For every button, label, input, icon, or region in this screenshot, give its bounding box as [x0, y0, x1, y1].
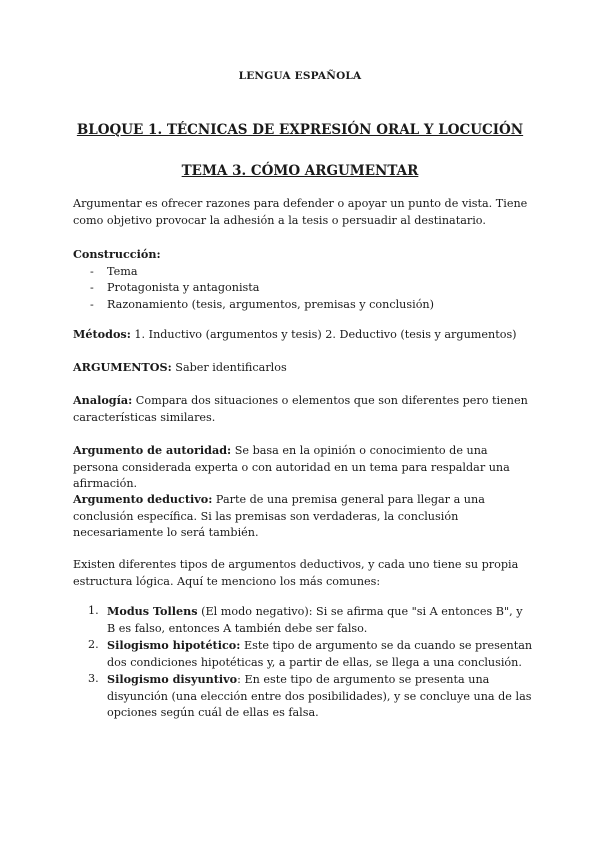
types-intro-paragraph: [73, 557, 533, 590]
construction-section: [73, 246, 533, 313]
item-number: 3.: [88, 672, 99, 685]
topic-title: TEMA 3. CÓMO ARGUMENTAR: [181, 163, 419, 179]
list-item: - Razonamiento (tesis, argumentos, premisas y conclusión): [73, 297, 533, 314]
list-item: 3. Silogismo disyuntivo: En este tipo de argumento se presenta una disyunción (una elección entre dos posibilidades), y se concluye una de las opciones según cuál de ellas es falsa.: [88, 672, 532, 719]
list-item: - Protagonista y antagonista: [73, 280, 533, 297]
deductive-text: Parte de una premisa general para llegar a una conclusión específica. Si las premisas son verdaderas, la conclusión necesariamente lo será también.: [73, 493, 485, 539]
authority-paragraph: [73, 442, 533, 493]
item-number: 1.: [88, 604, 99, 617]
types-intro-text: Existen diferentes tipos de argumentos deductivos, y cada uno tiene su propia estructura lógica. Aquí te menciono los más comunes:: [73, 558, 519, 588]
analogy-text: Compara dos situaciones o elementos que son diferentes pero tienen características similares.: [73, 394, 528, 424]
dash-marker: -: [90, 297, 94, 311]
arguments-paragraph: [73, 359, 533, 377]
methods-paragraph: [73, 326, 533, 344]
types-section: [73, 603, 533, 722]
authority-text: Se basa en la opinión o conocimiento de una persona considerada experta o con autoridad en un tema para respaldar una afirmación.: [73, 444, 510, 490]
arguments-label: ARGUMENTOS:: [73, 360, 172, 374]
types-list: [73, 603, 533, 722]
list-item: 1. Modus Tollens (El modo negativo): Si se afirma que "si A entonces B", y B es falso, entonces A también debe ser falso.: [88, 604, 523, 635]
list-item: 2. Silogismo hipotético: Este tipo de argumento se da cuando se presentan dos condiciones hipotéticas y, a partir de ellas, se llega a una conclusión.: [88, 638, 533, 669]
intro-paragraph: [73, 196, 533, 229]
analogy-label: Analogía:: [73, 393, 133, 407]
intro-text: Argumentar es ofrecer razones para defender o apoyar un punto de vista. Tiene como objetivo provocar la adhesión a la tesis o persuadir al destinatario.: [73, 197, 528, 227]
construction-list: [73, 264, 533, 314]
subject-heading: LENGUA ESPAÑOLA: [238, 70, 362, 82]
item-number: 2.: [88, 638, 99, 651]
block-title: BLOQUE 1. TÉCNICAS DE EXPRESIÓN ORAL Y LOCUCIÓN: [76, 122, 524, 138]
methods-label: Métodos:: [73, 327, 131, 341]
methods-text: 1. Inductivo (argumentos y tesis) 2. Deductivo (tesis y argumentos): [130, 328, 517, 341]
list-item: - Tema: [73, 264, 533, 281]
dash-marker: -: [90, 281, 94, 294]
dash-marker: -: [90, 264, 94, 278]
deductive-paragraph: [73, 491, 533, 542]
arguments-text: Saber identificarlos: [171, 361, 287, 374]
construction-label: Construcción:: [73, 247, 161, 261]
authority-label: Argumento de autoridad:: [73, 443, 232, 457]
deductive-label: Argumento deductivo:: [73, 492, 213, 506]
analogy-paragraph: [73, 392, 533, 426]
